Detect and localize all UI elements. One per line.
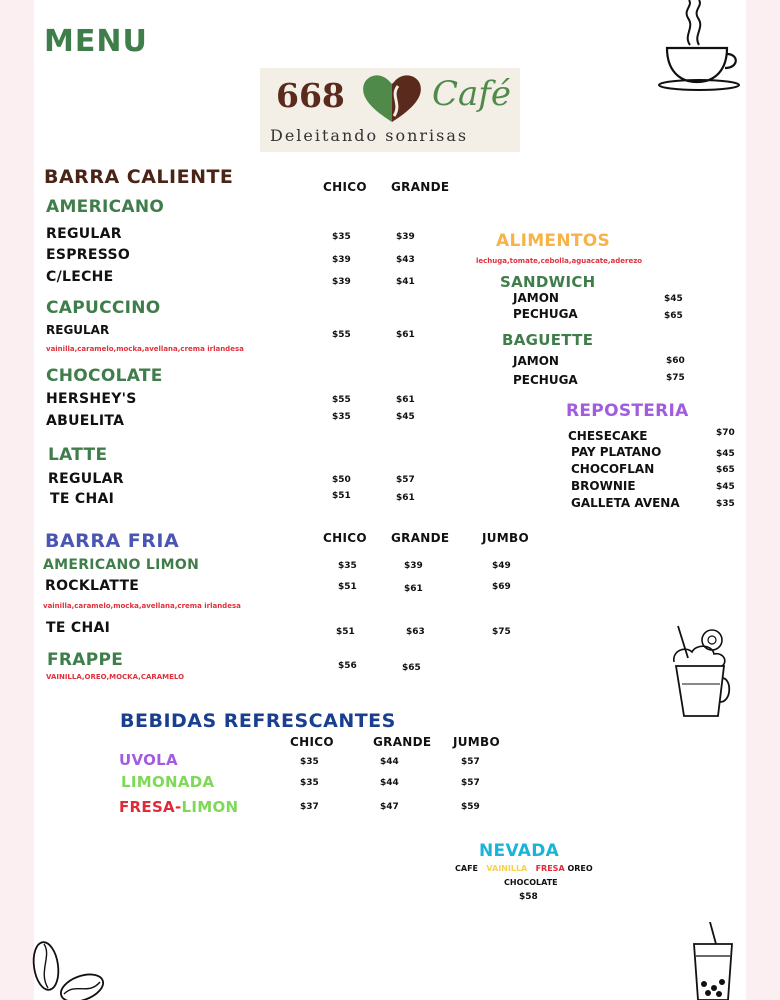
americano-limon-jumbo: $49 bbox=[492, 561, 511, 571]
reposteria-pay-platano: PAY PLATANO bbox=[571, 445, 662, 459]
milkshake-icon bbox=[668, 624, 734, 720]
americano-cleche-grande: $41 bbox=[396, 277, 415, 287]
limonada-grande: $44 bbox=[380, 778, 399, 788]
rocklatte-jumbo: $69 bbox=[492, 582, 511, 592]
reposteria-title: REPOSTERIA bbox=[566, 401, 689, 421]
latte-title: LATTE bbox=[48, 445, 108, 465]
limonada-jumbo: $57 bbox=[461, 778, 480, 788]
fria-col-chico: CHICO bbox=[323, 531, 367, 545]
sandwich-title: SANDWICH bbox=[500, 273, 596, 291]
americano-espresso-chico: $39 bbox=[332, 255, 351, 265]
coffee-heart-icon bbox=[360, 72, 424, 124]
nevada-title: NEVADA bbox=[479, 841, 560, 861]
coffee-cup-icon bbox=[655, 0, 745, 95]
uvola-grande: $44 bbox=[380, 757, 399, 767]
frappe-flavors: VAINILLA,OREO,MOCKA,CARAMELO bbox=[46, 673, 185, 681]
capuccino-regular-grande: $61 bbox=[396, 330, 415, 340]
alimentos-ingredients: lechuga,tomate,cebolla,aguacate,aderezo bbox=[476, 257, 643, 265]
reposteria-galleta-avena: GALLETA AVENA bbox=[571, 496, 680, 510]
fria-col-jumbo: JUMBO bbox=[482, 531, 529, 545]
baguette-pechuga-price: $75 bbox=[666, 373, 685, 383]
fria-te-chai: TE CHAI bbox=[46, 620, 111, 636]
reposteria-brownie: BROWNIE bbox=[571, 479, 636, 493]
chocolate-abuelita: ABUELITA bbox=[46, 413, 125, 429]
rocklatte-grande: $61 bbox=[404, 584, 423, 594]
capuccino-regular-chico: $55 bbox=[332, 330, 351, 340]
rocklatte: ROCKLATTE bbox=[45, 578, 140, 594]
uvola: UVOLA bbox=[119, 751, 178, 769]
reposteria-pay-platano-price: $45 bbox=[716, 449, 735, 459]
latte-regular-chico: $50 bbox=[332, 475, 351, 485]
chocolate-hersheys-chico: $55 bbox=[332, 395, 351, 405]
frappe-chico: $56 bbox=[338, 661, 357, 671]
chocolate-abuelita-chico: $35 bbox=[332, 412, 351, 422]
col-grande: GRANDE bbox=[391, 180, 450, 194]
sandwich-pechuga-price: $65 bbox=[664, 311, 683, 321]
americano-cleche-chico: $39 bbox=[332, 277, 351, 287]
uvola-jumbo: $57 bbox=[461, 757, 480, 767]
col-chico: CHICO bbox=[323, 180, 367, 194]
logo-tagline: Deleitando sonrisas bbox=[270, 126, 469, 145]
latte-regular-grande: $57 bbox=[396, 475, 415, 485]
americano-limon-grande: $39 bbox=[404, 561, 423, 571]
reposteria-brownie-price: $45 bbox=[716, 482, 735, 492]
americano-limon: AMERICANO LIMON bbox=[43, 557, 200, 573]
bebidas-col-jumbo: JUMBO bbox=[453, 735, 500, 749]
baguette-jamon-price: $60 bbox=[666, 356, 685, 366]
limonada: LIMONADA bbox=[121, 773, 215, 791]
barra-caliente-title: BARRA CALIENTE bbox=[44, 166, 234, 188]
americano-regular-chico: $35 bbox=[332, 232, 351, 242]
fria-te-chai-jumbo: $75 bbox=[492, 627, 511, 637]
latte-te-chai-grande: $61 bbox=[396, 493, 415, 503]
fresa-limon-grande: $47 bbox=[380, 802, 399, 812]
capuccino-flavors: vainilla,caramelo,mocka,avellana,crema irlandesa bbox=[46, 345, 244, 353]
fresa-limon-chico: $37 bbox=[300, 802, 319, 812]
logo-name: Café bbox=[432, 74, 511, 114]
baguette-jamon: JAMON bbox=[513, 354, 559, 368]
capuccino-title: CAPUCCINO bbox=[46, 298, 161, 318]
frappe-title: FRAPPE bbox=[47, 650, 124, 670]
page-title: MENU bbox=[44, 24, 148, 59]
rocklatte-flavors: vainilla,caramelo,mocka,avellana,crema irlandesa bbox=[43, 602, 241, 610]
fresa-limon-jumbo: $59 bbox=[461, 802, 480, 812]
nevada-price: $58 bbox=[519, 892, 538, 902]
chocolate-hersheys-grande: $61 bbox=[396, 395, 415, 405]
americano-limon-chico: $35 bbox=[338, 561, 357, 571]
fresa-label: FRESA bbox=[119, 798, 175, 816]
reposteria-galleta-avena-price: $35 bbox=[716, 499, 735, 509]
latte-regular: REGULAR bbox=[48, 471, 124, 487]
chocolate-abuelita-grande: $45 bbox=[396, 412, 415, 422]
chocolate-title: CHOCOLATE bbox=[46, 366, 163, 386]
fresa-limon bbox=[119, 798, 238, 816]
nevada-chocolate: CHOCOLATE bbox=[504, 878, 558, 887]
americano-espresso-grande: $43 bbox=[396, 255, 415, 265]
bebidas-title: BEBIDAS REFRESCANTES bbox=[120, 710, 396, 732]
bebidas-col-grande: GRANDE bbox=[373, 735, 432, 749]
chocolate-hersheys: HERSHEY'S bbox=[46, 391, 137, 407]
bebidas-col-chico: CHICO bbox=[290, 735, 334, 749]
uvola-chico: $35 bbox=[300, 757, 319, 767]
americano-regular-grande: $39 bbox=[396, 232, 415, 242]
latte-te-chai: TE CHAI bbox=[50, 491, 115, 507]
nevada-vainilla: VAINILLA bbox=[486, 864, 528, 873]
logo bbox=[260, 68, 520, 152]
rocklatte-chico: $51 bbox=[338, 582, 357, 592]
sandwich-jamon: JAMON bbox=[513, 291, 559, 305]
barra-fria-title: BARRA FRIA bbox=[45, 530, 180, 552]
alimentos-title: ALIMENTOS bbox=[496, 231, 611, 251]
frappe-grande: $65 bbox=[402, 663, 421, 673]
baguette-pechuga: PECHUGA bbox=[513, 373, 578, 387]
fria-te-chai-grande: $63 bbox=[406, 627, 425, 637]
americano-regular: REGULAR bbox=[46, 226, 122, 242]
latte-te-chai-chico: $51 bbox=[332, 491, 351, 501]
reposteria-chocoflan: CHOCOFLAN bbox=[571, 462, 655, 476]
americano-espresso: ESPRESSO bbox=[46, 247, 131, 263]
limon-label: LIMON bbox=[181, 798, 239, 816]
boba-drink-icon bbox=[688, 922, 738, 1000]
reposteria-chesecake: CHESECAKE bbox=[568, 429, 648, 443]
reposteria-chocoflan-price: $65 bbox=[716, 465, 735, 475]
nevada-fresa: FRESA bbox=[535, 864, 565, 873]
fria-col-grande: GRANDE bbox=[391, 531, 450, 545]
limonada-chico: $35 bbox=[300, 778, 319, 788]
nevada-flavors bbox=[455, 864, 593, 873]
fresa-limon-dash: - bbox=[174, 798, 182, 816]
coffee-beans-icon bbox=[30, 938, 110, 1000]
americano-cleche: C/LECHE bbox=[46, 269, 114, 285]
logo-number: 668 bbox=[276, 76, 345, 115]
americano-title: AMERICANO bbox=[46, 197, 165, 217]
reposteria-chesecake-price: $70 bbox=[716, 428, 735, 438]
nevada-cafe: CAFE bbox=[455, 864, 478, 873]
baguette-title: BAGUETTE bbox=[502, 331, 594, 349]
capuccino-regular: REGULAR bbox=[46, 323, 110, 337]
sandwich-jamon-price: $45 bbox=[664, 294, 683, 304]
fria-te-chai-chico: $51 bbox=[336, 627, 355, 637]
nevada-oreo: OREO bbox=[567, 864, 593, 873]
sandwich-pechuga: PECHUGA bbox=[513, 307, 578, 321]
